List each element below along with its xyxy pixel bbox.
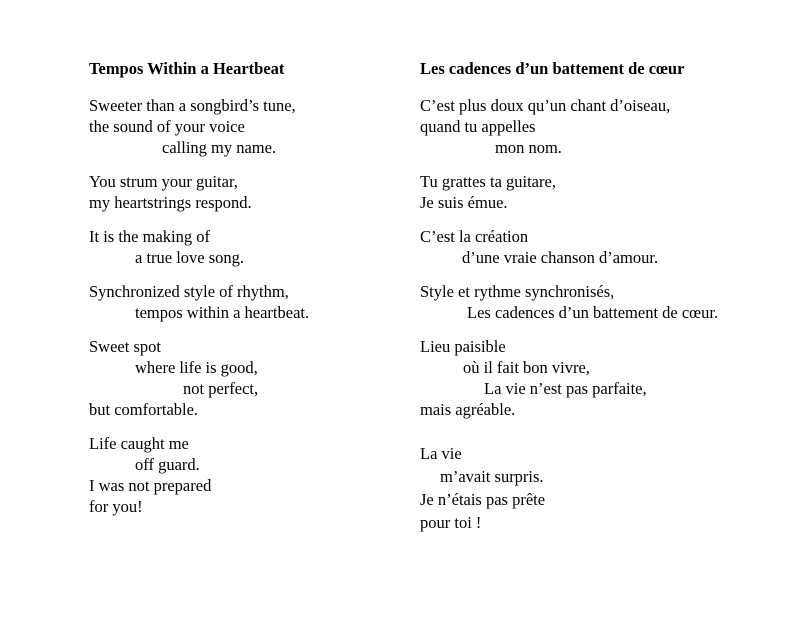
poem-line: Style et rythme synchronisés,: [420, 282, 615, 301]
poem-line: a true love song.: [135, 248, 245, 267]
poem-line: It is the making of: [89, 227, 210, 246]
poem-line: calling my name.: [162, 138, 277, 157]
poem-title-french: Les cadences d’un battement de cœur: [420, 59, 685, 78]
stanza: [420, 281, 718, 323]
poem-line: m’avait surpris.: [440, 467, 544, 486]
poem-line: for you!: [89, 497, 143, 516]
poem-line: Sweeter than a songbird’s tune,: [89, 96, 296, 115]
stanza: [89, 95, 309, 158]
poem-column-english: [89, 58, 309, 530]
poem-line: Life caught me: [89, 434, 189, 453]
poem-line: I was not prepared: [89, 476, 212, 495]
stanza: [89, 281, 309, 323]
poem-line: the sound of your voice: [89, 117, 245, 136]
poem-line: d’une vraie chanson d’amour.: [462, 248, 659, 267]
poem-line: not perfect,: [183, 379, 259, 398]
stanza: [420, 336, 718, 420]
poem-line: tempos within a heartbeat.: [135, 303, 310, 322]
stanza: [420, 226, 718, 268]
poem-line: my heartstrings respond.: [89, 193, 252, 212]
poem-line: mon nom.: [495, 138, 562, 157]
poem-line: but comfortable.: [89, 400, 199, 419]
poem-line: pour toi !: [420, 513, 482, 532]
poem-line: La vie n’est pas parfaite,: [484, 379, 647, 398]
poem-line: Synchronized style of rhythm,: [89, 282, 289, 301]
poem-line: C’est plus doux qu’un chant d’oiseau,: [420, 96, 671, 115]
poem-line: C’est la création: [420, 227, 529, 246]
poem-title-english: Tempos Within a Heartbeat: [89, 59, 285, 78]
poem-line: quand tu appelles: [420, 117, 536, 136]
poem-line: where life is good,: [135, 358, 258, 377]
poem-line: La vie: [420, 444, 462, 463]
poem-line: Lieu paisible: [420, 337, 506, 356]
poem-line: Je n’étais pas prête: [420, 490, 546, 509]
poem-line: mais agréable.: [420, 400, 516, 419]
poem-line: où il fait bon vivre,: [463, 358, 590, 377]
stanza: [89, 336, 309, 420]
poem-column-french: [420, 58, 718, 547]
stanza: [420, 442, 718, 534]
poem-line: Je suis émue.: [420, 193, 508, 212]
stanza: [420, 95, 718, 158]
poem-line: You strum your guitar,: [89, 172, 238, 191]
poem-line: off guard.: [135, 455, 200, 474]
stanza: [89, 226, 309, 268]
stanza: [89, 433, 309, 517]
poem-line: Les cadences d’un battement de cœur.: [467, 303, 719, 322]
stanza: [420, 171, 718, 213]
stanza: [89, 171, 309, 213]
poem-line: Tu grattes ta guitare,: [420, 172, 556, 191]
poem-line: Sweet spot: [89, 337, 161, 356]
